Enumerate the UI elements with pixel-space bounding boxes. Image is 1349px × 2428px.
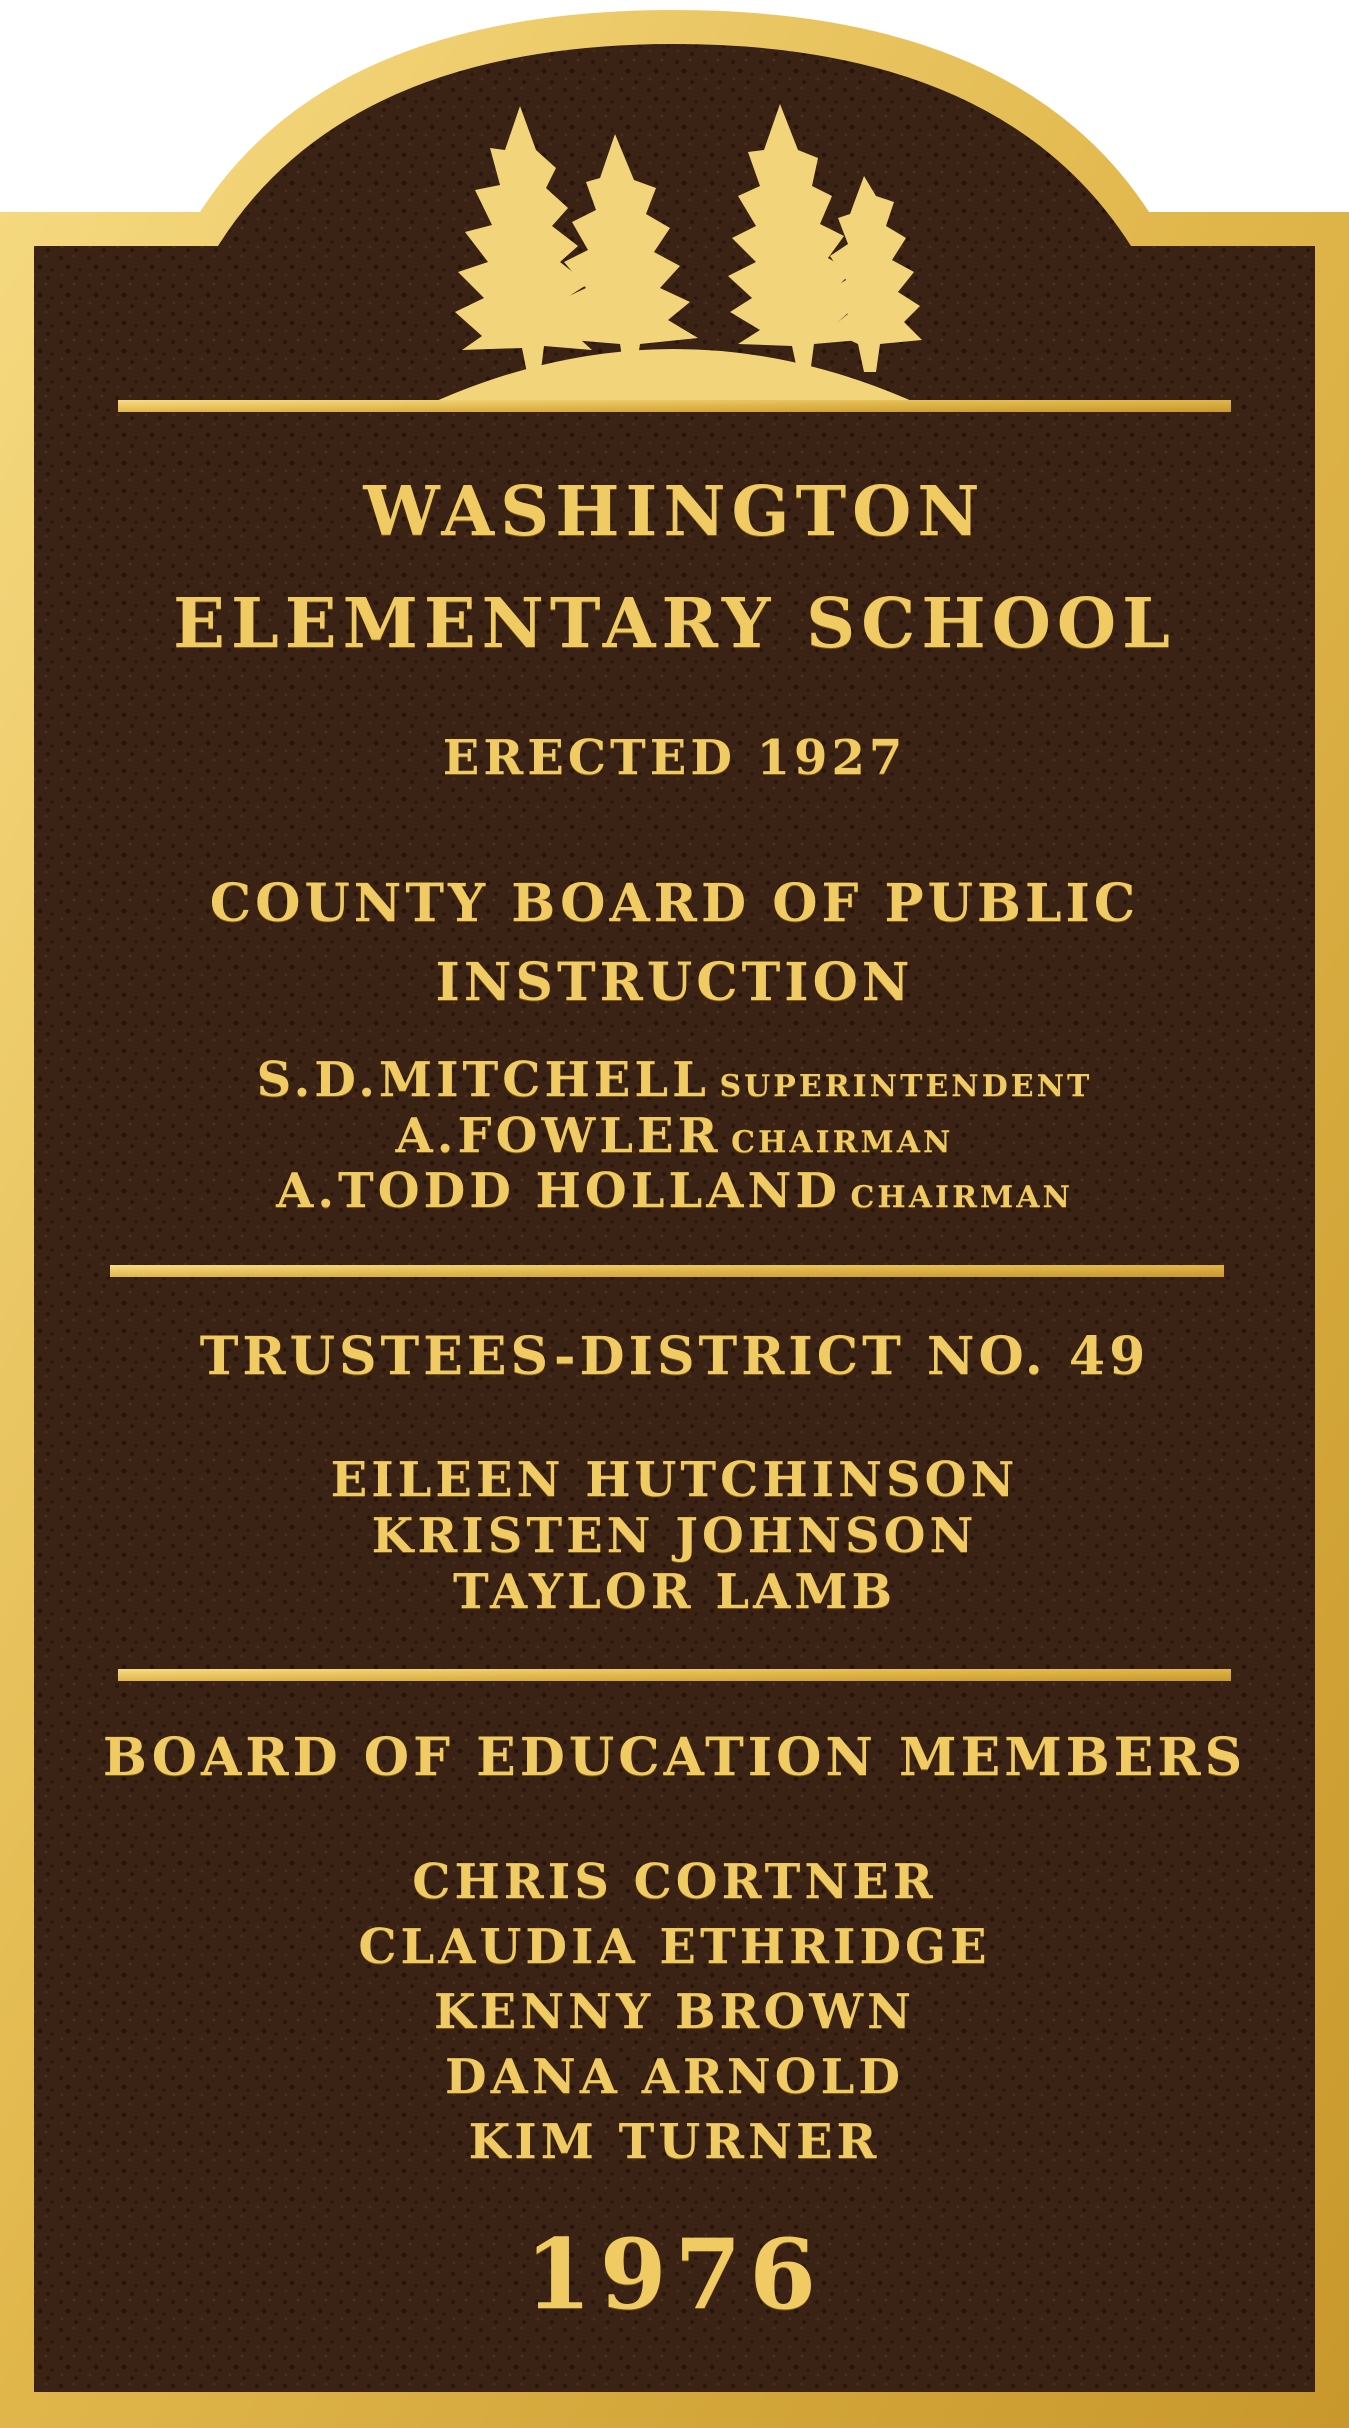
member-name: A.TODD HOLLAND [276,1163,841,1219]
county-board-heading-line1: COUNTY BOARD OF PUBLIC [209,873,1140,934]
school-name-line2: ELEMENTARY SCHOOL [173,584,1176,664]
board-of-education-heading: BOARD OF EDUCATION MEMBERS [102,1727,1247,1788]
dedication-year: 1976 [524,2218,825,2331]
trustee-name: EILEEN HUTCHINSON [330,1452,1019,1508]
member-name: S.D.MITCHELL [256,1052,710,1108]
board-member-name: KIM TURNER [468,2114,881,2170]
member-role: CHAIRMAN [850,1180,1073,1215]
member-role: CHAIRMAN [731,1125,954,1160]
member-name: A.FOWLER [395,1108,722,1164]
trustee-name: TAYLOR LAMB [452,1564,897,1620]
trustee-name: KRISTEN JOHNSON [371,1508,978,1564]
board-member-name: CLAUDIA ETHRIDGE [358,1919,991,1975]
county-board-member [0,1108,1349,1164]
board-member-name: DANA ARNOLD [445,2049,904,2105]
school-name-line1: WASHINGTON [363,472,986,552]
board-member-name: KENNY BROWN [433,1984,916,2040]
trustees-heading: TRUSTEES-DISTRICT NO. 49 [199,1326,1150,1387]
board-member-name: CHRIS CORTNER [412,1854,937,1910]
member-role: SUPERINTENDENT [719,1069,1093,1104]
county-board-member [0,1052,1349,1108]
county-board-heading-line2: INSTRUCTION [435,952,914,1013]
county-board-member [0,1163,1349,1219]
erected-line: ERECTED 1927 [442,730,907,786]
